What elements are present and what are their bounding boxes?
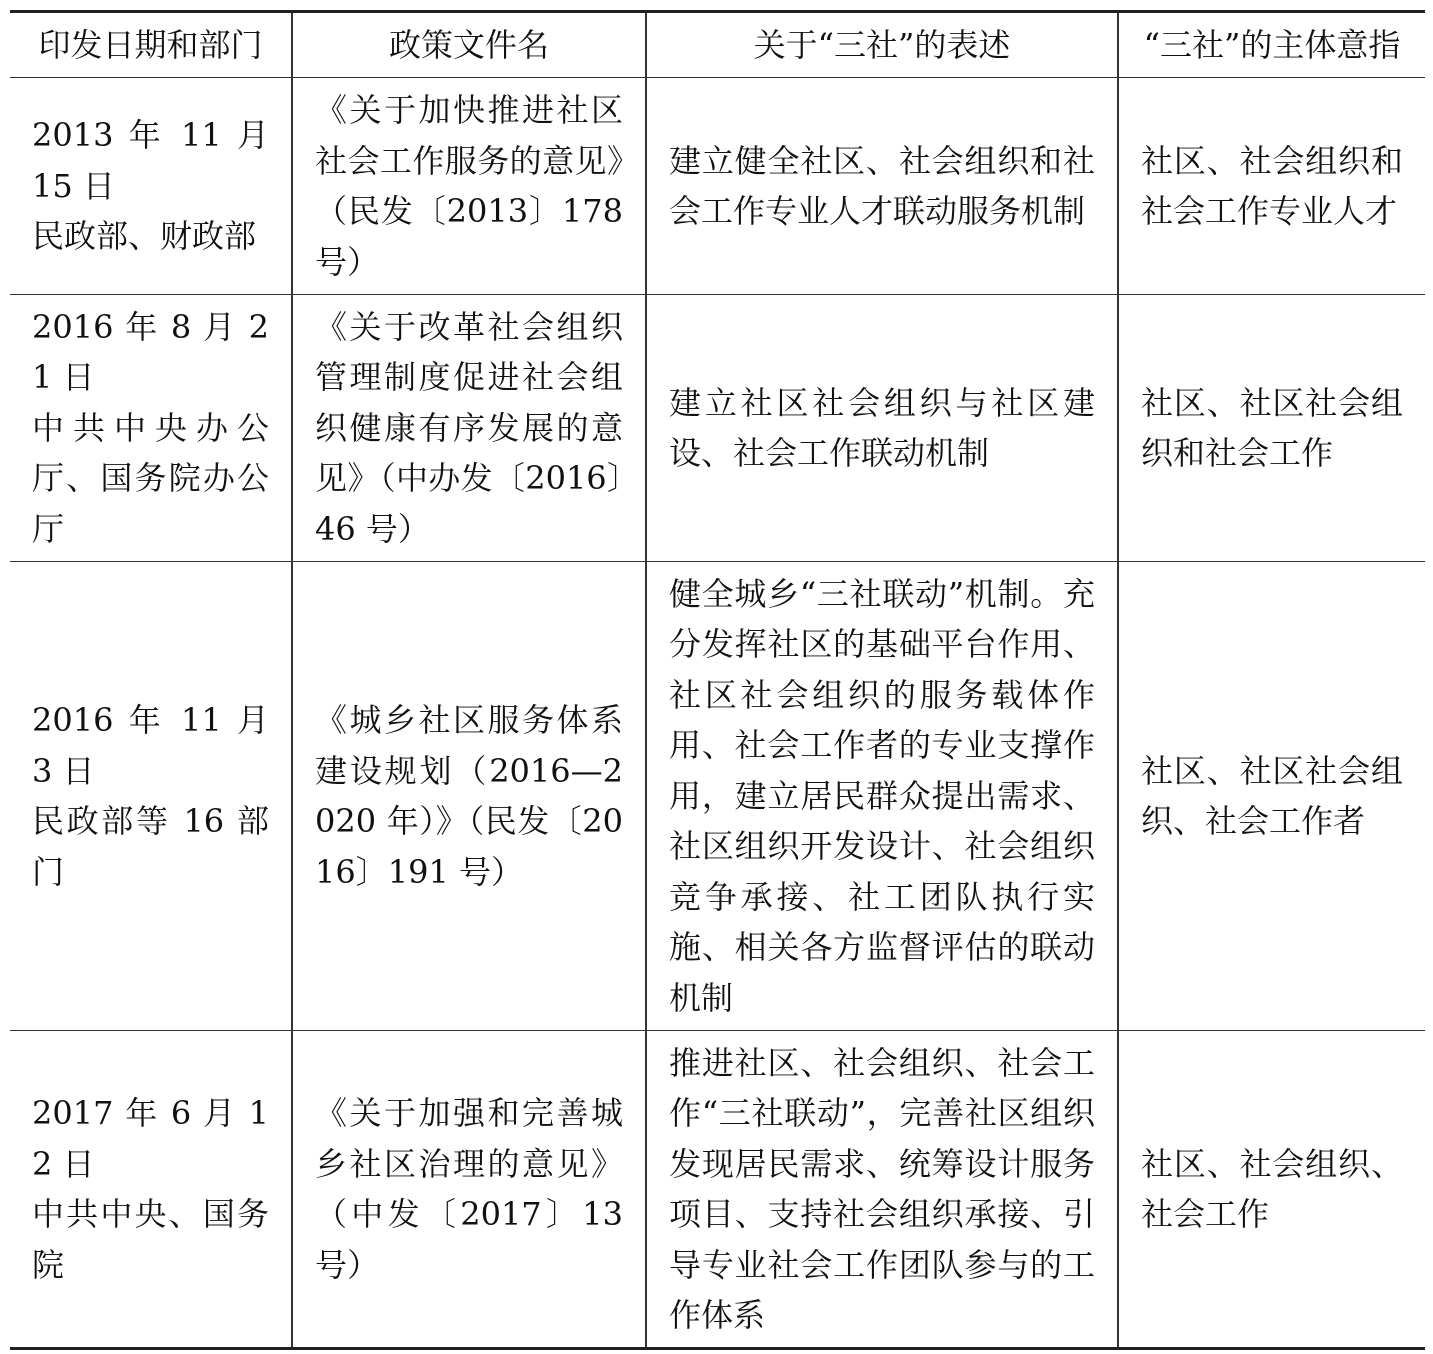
header-row bbox=[10, 12, 1425, 78]
date-dept-cell bbox=[10, 1031, 292, 1349]
subject-cell: 社区、社会组织和社会工作专业人才 bbox=[1118, 78, 1425, 295]
header-statement: 关于“三社”的表述 bbox=[646, 12, 1118, 78]
statement-cell: 推进社区、社会组织、社会工作“三社联动”，完善社区组织发现居民需求、统筹设计服务项目、支持社会组织承接、引导专业社会工作团队参与的工作体系 bbox=[646, 1031, 1118, 1349]
document-name-cell: 《城乡社区服务体系建设规划（2016—2020 年）》（民发〔2016〕191 号） bbox=[292, 562, 646, 1031]
statement-cell: 健全城乡“三社联动”机制。充分发挥社区的基础平台作用、社区社会组织的服务载体作用、社会工作者的专业支撑作用，建立居民群众提出需求、社区组织开发设计、社会组织竞争承接、社工团队执行实施、相关各方监督评估的联动机制 bbox=[646, 562, 1118, 1031]
header-date-dept: 印发日期和部门 bbox=[38, 26, 263, 64]
policy-table bbox=[10, 10, 1425, 1350]
document-name-cell: 《关于改革社会组织管理制度促进社会组织健康有序发展的意见》（中办发〔2016〕46 号） bbox=[292, 295, 646, 562]
issue-date: 2016 年 8 月 21 日 bbox=[32, 307, 269, 397]
statement-cell: 建立健全社区、社会组织和社会工作专业人才联动服务机制 bbox=[646, 78, 1118, 295]
issuing-department: 民政部等 16 部门 bbox=[32, 802, 269, 891]
table-row bbox=[10, 78, 1425, 295]
issue-date: 2013 年 11 月 15 日 bbox=[32, 116, 269, 205]
issuing-department: 中共中央办公厅、国务院办公厅 bbox=[32, 408, 269, 548]
date-dept-cell bbox=[10, 295, 292, 562]
issue-date: 2016 年 11 月 3 日 bbox=[32, 701, 269, 790]
subject-cell: 社区、社会组织、社会工作 bbox=[1118, 1031, 1425, 1349]
issuing-department: 民政部、财政部 bbox=[32, 217, 257, 256]
document-name-cell: 《关于加快推进社区社会工作服务的意见》（民发〔2013〕178 号） bbox=[292, 78, 646, 295]
header-subject: “三社”的主体意指 bbox=[1118, 12, 1425, 78]
table-row bbox=[10, 1031, 1425, 1349]
issue-date: 2017 年 6 月 12 日 bbox=[32, 1094, 269, 1183]
date-dept-cell bbox=[10, 78, 292, 295]
issuing-department: 中共中央、国务院 bbox=[32, 1195, 269, 1284]
document-name-cell: 《关于加强和完善城乡社区治理的意见》（中发〔2017〕13 号） bbox=[292, 1031, 646, 1349]
date-dept-cell bbox=[10, 562, 292, 1031]
table-row bbox=[10, 562, 1425, 1031]
statement-cell: 建立社区社会组织与社区建设、社会工作联动机制 bbox=[646, 295, 1118, 562]
subject-cell: 社区、社区社会组织和社会工作 bbox=[1118, 295, 1425, 562]
table-row bbox=[10, 295, 1425, 562]
subject-cell: 社区、社区社会组织、社会工作者 bbox=[1118, 562, 1425, 1031]
header-document-name: 政策文件名 bbox=[292, 12, 646, 78]
